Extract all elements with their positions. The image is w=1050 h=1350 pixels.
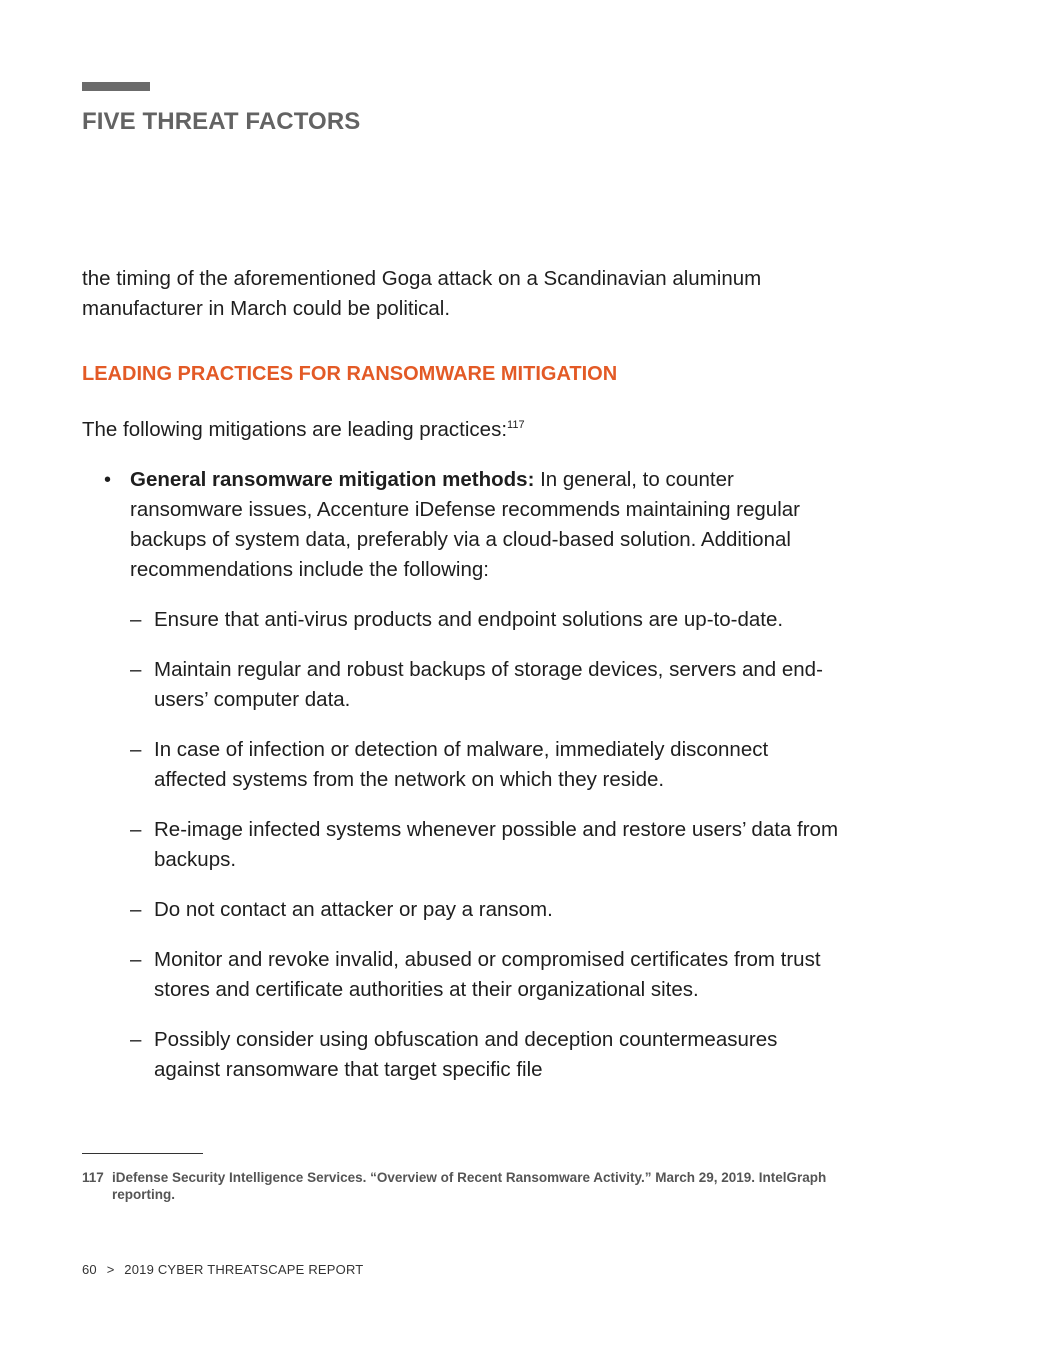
footnote-number: 117	[82, 1170, 104, 1185]
footer-separator: >	[106, 1262, 115, 1277]
sub-item-text: Do not contact an attacker or pay a ransom.	[154, 898, 553, 921]
bullet-marker: •	[104, 469, 112, 491]
sub-item-text: Ensure that anti-virus products and endpoint solutions are up-to-date.	[154, 608, 784, 631]
sub-item-list	[130, 605, 842, 1085]
sub-item	[130, 655, 842, 715]
continuation-paragraph: the timing of the aforementioned Goga attack on a Scandinavian aluminum manufacturer in March could be political.	[82, 267, 762, 320]
footnote-reference[interactable]: 117	[507, 419, 525, 432]
sub-item-text: Re-image infected systems whenever possible and restore users’ data from backups.	[154, 818, 839, 871]
dash-marker: –	[130, 608, 142, 631]
dash-marker: –	[130, 898, 142, 921]
dash-marker: –	[130, 658, 142, 681]
intro-text: The following mitigations are leading practices:	[82, 418, 508, 441]
sub-item	[130, 1025, 842, 1085]
section-title: FIVE THREAT FACTORS	[82, 108, 361, 135]
sub-item-text: In case of infection or detection of malware, immediately disconnect affected systems from the network on which they reside.	[154, 738, 769, 791]
footnote-divider	[82, 1153, 203, 1154]
page-number: 60	[82, 1262, 97, 1277]
sub-item	[130, 815, 842, 875]
sub-item	[130, 895, 842, 925]
bullet-lead: General ransomware mitigation methods:	[130, 468, 535, 491]
sub-item-text: Monitor and revoke invalid, abused or compromised certificates from trust stores and certificate authorities at their organizational sites.	[154, 948, 821, 1001]
bullet-text: In general, to counter ransomware issues, Accenture iDefense recommends maintaining regular backups of system data, preferably via a cloud-based solution. Additional recommendations include the following:	[130, 468, 800, 581]
sub-item	[130, 605, 842, 635]
intro-paragraph	[82, 415, 842, 445]
footnote-text: iDefense Security Intelligence Services. “Overview of Recent Ransomware Activity.” March 29, 2019. IntelGraph reporting.	[112, 1170, 827, 1202]
dash-marker: –	[130, 948, 142, 971]
dash-marker: –	[130, 818, 142, 841]
sub-item	[130, 735, 842, 795]
sub-item-text: Possibly consider using obfuscation and deception countermeasures against ransomware that target specific file	[154, 1028, 778, 1081]
dash-marker: –	[130, 738, 142, 761]
page-footer	[82, 1262, 369, 1277]
bullet-item	[82, 465, 842, 1085]
bullet-list	[82, 465, 842, 1085]
sub-item-text: Maintain regular and robust backups of storage devices, servers and end-users’ computer data.	[154, 658, 823, 711]
report-title: 2019 CYBER THREATSCAPE REPORT	[124, 1262, 364, 1277]
footnote	[82, 1169, 862, 1203]
subheading: LEADING PRACTICES FOR RANSOMWARE MITIGATION	[82, 363, 618, 385]
main-content	[82, 264, 842, 1105]
sub-item	[130, 945, 842, 1005]
dash-marker: –	[130, 1028, 142, 1051]
header-accent-bar	[82, 82, 150, 91]
